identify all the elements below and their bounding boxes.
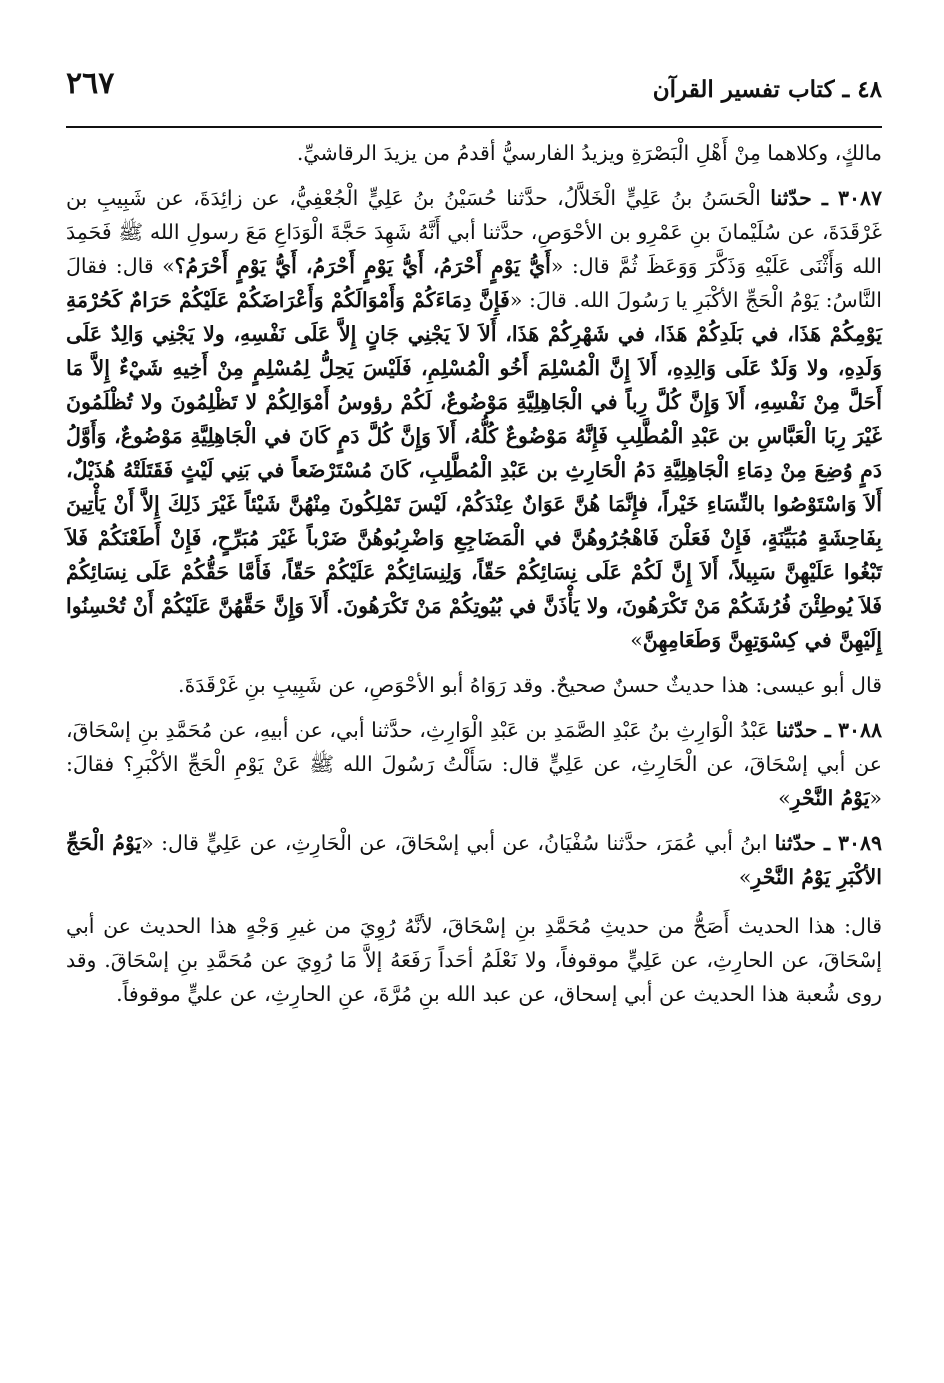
- isnad-text: عَبْدُ الْوَارِثِ بنُ عَبْدِ الصَّمَدِ بن عَبْدِ الْوَارِثِ، حدَّثنا أبي، عن أبيهِ، عن مُحَمَّدِ بنِ إسْحَاقَ، عن أبي إسْحَاقَ، عن الْحَارِثِ، عن عَلِيٍّ قال: سَأَلْتُ رَسُولَ الله ﷺ عَنْ يَوْمِ الْحَجِّ الأكْبَرِ؟ فقالَ: «: [66, 718, 882, 810]
- number-separator: ـ: [811, 186, 838, 210]
- hadith-3089: [66, 826, 882, 894]
- matn-text: أَيُّ يَوْمٍ أَحْرَمُ، أَيُّ يَوْمٍ أَحْرَمُ، أَيُّ يَوْمٍ أَحْرَمُ؟: [174, 254, 551, 278]
- matn-text: يَوْمُ الْحَجِّ الأكْبَرِ يَوْمُ النَّحْرِ: [66, 831, 882, 889]
- matn-text: فَإِنَّ دِمَاءَكُمْ وَأَمْوَالَكُمْ وَأَعْرَاضَكُمْ عَلَيْكُمْ حَرَامٌ كَحُرْمَةِ يَوْمِكُمْ هَذَا، في بَلَدِكُمْ هَذَا، في شَهْرِكُمْ هَذَا، أَلاَ لاَ يَجْنِي جَانٍ إِلاَّ عَلَى نَفْسِهِ، ولا يَجْنِي وَالِدٌ عَلَى وَلَدِهِ، ولا وَلَدٌ عَلَى وَالِدِهِ، أَلاَ إِنَّ الْمُسْلِمَ أَخُو الْمُسْلِمِ، فَلَيْسَ يَحِلُّ لِمُسْلِمٍ مِنْ أَخِيهِ شَيْءٌ إِلاَّ مَا أَحَلَّ مِنْ نَفْسِهِ، أَلاَ وَإِنَّ كُلَّ رِباً في الْجَاهِلِيَّةِ مَوْضُوعٌ، لَكُمْ رؤوسُ أَمْوَالِكُمْ لا تَظْلِمُونَ ولا تُظْلَمُونَ غَيْرَ رِبَا الْعَبَّاسِ بن عَبْدِ الْمُطَّلِبِ فَإِنَّهُ مَوْضُوعٌ كُلُّهُ، أَلاَ وَإِنَّ كُلَّ دَمٍ كَانَ في الْجَاهِلِيَّةِ مَوْضُوعٌ، وَأَوَّلُ دَمٍ وُضِعَ مِنْ دِمَاءِ الْجَاهِلِيَّةِ دَمُ الْحَارِثِ بن عَبْدِ الْمُطَّلِبِ، كَانَ مُسْتَرْضَعاً في بَنِي لَيْثٍ فَقَتَلَتْهُ هُذَيْلٌ، أَلاَ وَاسْتَوْصُوا بالنِّسَاءِ خَيْراً، فإِنَّمَا هُنَّ عَوَانٌ عِنْدَكُمْ، لَيْسَ تَمْلِكُونَ مِنْهُنَّ شَيْئاً غَيْرَ ذَلِكَ إِلاَّ أَنْ يَأْتِينَ بِفَاحِشَةٍ مُبَيِّنَةٍ، فَإِنْ فَعَلْنَ فَاهْجُرُوهُنَّ في الْمَضَاجِعِ وَاضْرِبُوهُنَّ ضَرْباً غَيْرَ مُبَرِّحٍ، فَإِنْ أَطَعْنَكُمْ فَلاَ تَبْغُوا عَلَيْهِنَّ سَبِيلاً، أَلاَ إِنَّ لَكُمْ عَلَى نِسَائِكُمْ حَقّاً، وَلِنِسَائِكُمْ عَلَيْكُمْ حَقّاً، فَأَمَّا حَقُّكُمْ عَلَى نِسَائِكُمْ فَلاَ يُوطِئْنَ فُرُشَكُمْ مَنْ تَكْرَهُونَ، ولا يَأْذَنَّ في بُيُوتِكُمْ مَنْ تَكْرَهُونَ. أَلاَ وَإِنَّ حَقَّهُنَّ عَلَيْكُمْ أَنْ تُحْسِنُوا إِلَيْهِنَّ في كِسْوَتِهِنَّ وَطَعَامِهِنَّ: [66, 288, 882, 652]
- hadith-3087: [66, 181, 882, 657]
- page-number: ٢٦٧: [66, 66, 115, 101]
- hadith-number: ٣٠٨٨: [837, 718, 883, 742]
- isnad-text: الْحَسَنُ بنُ عَلِيٍّ الْخَلاَّلُ، حدَّثنا حُسَيْنُ بنُ عَلِيٍّ الْجُعْفِيُّ، عن زائِدَةَ، عن شَبِيبِ بن غَرْقَدَةَ، عن سُلَيْمانَ بنِ عَمْرِو بن الأحْوَصِ، حدَّثنا أبي أَنَّهُ شَهِدَ حَجَّةَ الْوَدَاعِ مَعَ رسولِ الله ﷺ فَحَمِدَ الله وَأَثْنَى عَلَيْهِ وَذَكَّرَ وَوَعَظَ ثُمَّ قال: «: [66, 186, 883, 278]
- running-title: ٤٨ ـ كتاب تفسير القرآن: [652, 76, 882, 103]
- closing-quote: »: [630, 628, 643, 652]
- commentary-paragraph: قال: هذا الحديث أَصَحُّ من حديثِ مُحَمَّدِ بنِ إسْحَاقَ، لأنَّهُ رُوِيَ من غيرِ وَجْهٍ هذا الحديث عن أبي إسْحَاقَ، عن الحارِثِ، عن عَلِيٍّ موقوفاً، ولا نَعْلَمُ أحَداً رَفَعَهُ إلاَّ مَا رُوِيَ عن مُحَمَّدِ بنِ إسْحَاقَ. وقد روى شُعبة هذا الحديث عن أبي إسحاق، عن عبد الله بنِ مُرَّةَ، عنِ الحارِثِ، عن عليٍّ موقوفاً.: [66, 914, 882, 1006]
- paragraph-continuation: مالكٍ، وكلاهما مِنْ أَهْلِ الْبَصْرَةِ ويزيدُ الفارسيُّ أقدمُ من يزيدَ الرقاشيِّ.: [296, 141, 882, 165]
- number-separator: ـ: [816, 831, 838, 855]
- haddathana-word: حدّثنا: [770, 186, 812, 210]
- commentary-paragraph: قال أبو عيسى: هذا حديثٌ حسنٌ صحيحٌ. وقد رَوَاهُ أبو الأحْوَصِ، عن شَبِيبِ بنِ غَرْقَدَةَ.: [178, 673, 882, 697]
- number-separator: ـ: [817, 718, 838, 742]
- hadith-number: ٣٠٨٩: [837, 831, 882, 855]
- page-body: [66, 136, 882, 1022]
- narration-text: » قال: فقالَ النَّاسُ: يَوْمُ الْحَجِّ الأكْبَرِ يا رَسُولَ الله. قالَ: «: [66, 254, 882, 312]
- haddathana-word: حدّثنا: [775, 718, 818, 742]
- haddathana-word: حدّثنا: [774, 831, 817, 855]
- closing-quote: »: [738, 865, 752, 889]
- closing-quote: »: [778, 786, 791, 810]
- isnad-text: ابنُ أبي عُمَرَ، حدَّثنا سُفْيَانُ، عن أبي إسْحَاقَ، عن الْحَارِثِ، عن عَلِيٍّ قال: «: [141, 831, 775, 855]
- hadith-3088: [66, 713, 882, 815]
- hadith-number: ٣٠٨٧: [837, 186, 882, 210]
- page-header: [66, 60, 882, 128]
- matn-text: يَوْمُ النَّحْرِ: [790, 786, 870, 810]
